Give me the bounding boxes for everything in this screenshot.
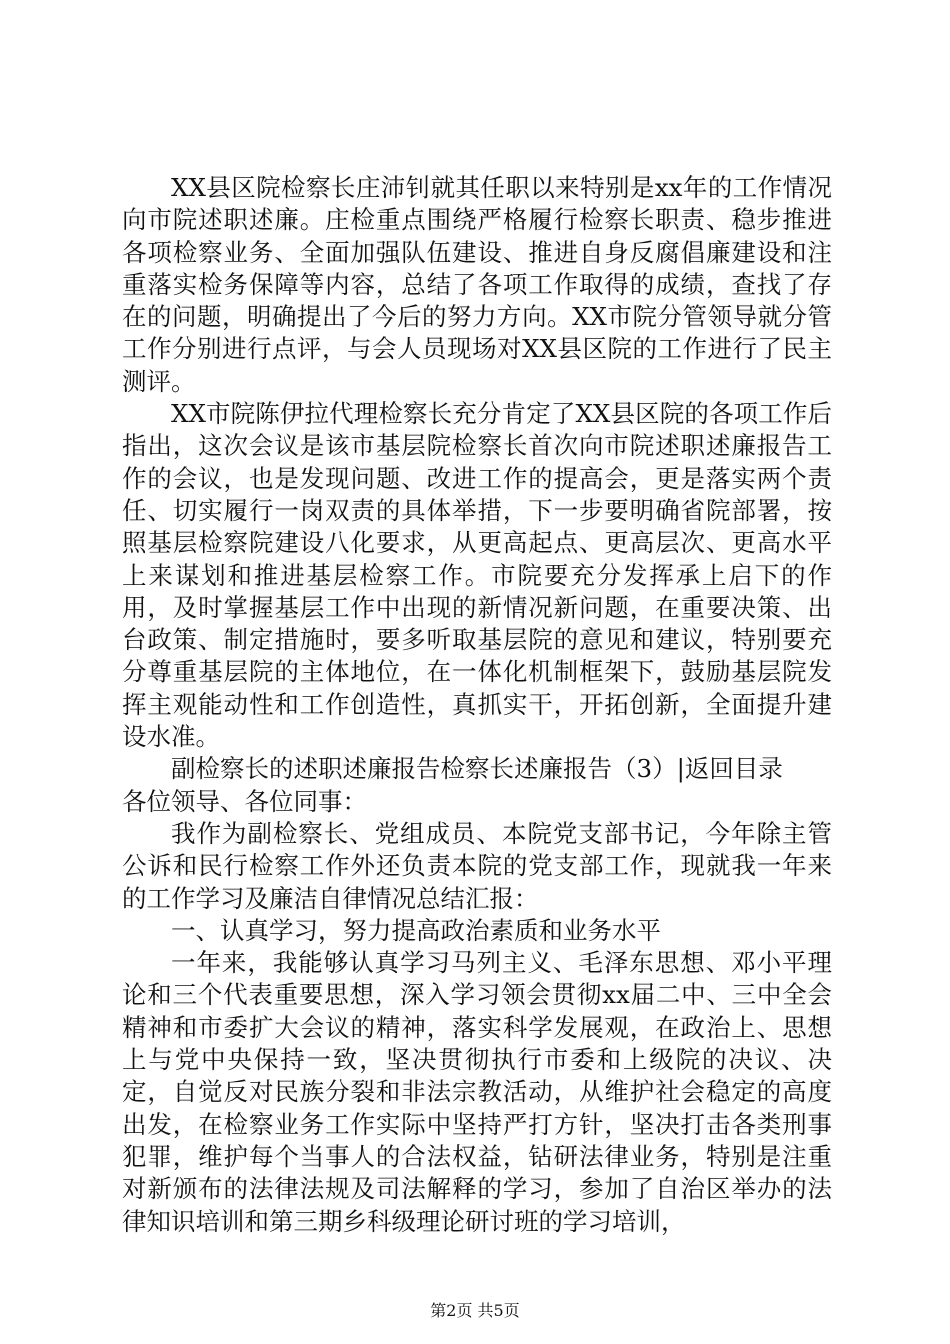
paragraph-report-summary: XX县区院检察长庄沛钊就其任职以来特别是xx年的工作情况向市院述职述廉。庄检重点围绕严格履行检察长职责、稳步推进各项检察业务、全面加强队伍建设、推进自身反腐倡廉建设和注重落实检务保障等内容，总结了各项工作取得的成绩，查找了存在的问题，明确提出了今后的努力方向。XX市院分管领导就分管工作分别进行点评，与会人员现场对XX县区院的工作进行了民主测评。	[122, 173, 832, 396]
page-footer: 第2页 共5页	[430, 1301, 520, 1320]
section-heading-study: 一、认真学习，努力提高政治素质和业务水平	[171, 915, 661, 945]
document-body	[122, 172, 832, 1238]
paragraph-city-review: XX市院陈伊拉代理检察长充分肯定了XX县区院的各项工作后指出，这次会议是该市基层院检察长首次向市院述职述廉报告工作的会议，也是发现问题、改进工作的提高会，更是落实两个责任、切实履行一岗双责的具体举措，下一步要明确省院部署，按照基层检察院建设八化要求，从更高起点、更高层次、更高水平上来谋划和推进基层检察工作。市院要充分发挥承上启下的作用，及时掌握基层工作中出现的新情况新问题，在重要决策、出台政策、制定措施时，要多听取基层院的意见和建议，特别要充分尊重基层院的主体地位，在一体化机制框架下，鼓励基层院发挥主观能动性和工作创造性，真抓实干，开拓创新，全面提升建设水准。	[122, 399, 832, 752]
paragraph-salutation: 各位领导、各位同事：	[122, 786, 367, 816]
section-heading-report: 副检察长的述职述廉报告检察长述廉报告（3）|返回目录	[171, 754, 783, 784]
paragraph-study: 一年来，我能够认真学习马列主义、毛泽东思想、邓小平理论和三个代表重要思想，深入学习领会贯彻xx届二中、三中全会精神和市委扩大会议的精神，落实科学发展观，在政治上、思想上与党中央保持一致，坚决贯彻执行市委和上级院的决议、决定，自觉反对民族分裂和非法宗教活动，从维护社会稳定的高度出发，在检察业务工作实际中坚持严打方针，坚决打击各类刑事犯罪，维护每个当事人的合法权益，钻研法律业务，特别是注重对新颁布的法律法规及司法解释的学习，参加了自治区举办的法律知识培训和第三期乡科级理论研讨班的学习培训，	[122, 948, 832, 1236]
paragraph-intro: 我作为副检察长、党组成员、本院党支部书记，今年除主管公诉和民行检察工作外还负责本院的党支部工作，现就我一年来的工作学习及廉洁自律情况总结汇报：	[122, 818, 832, 913]
